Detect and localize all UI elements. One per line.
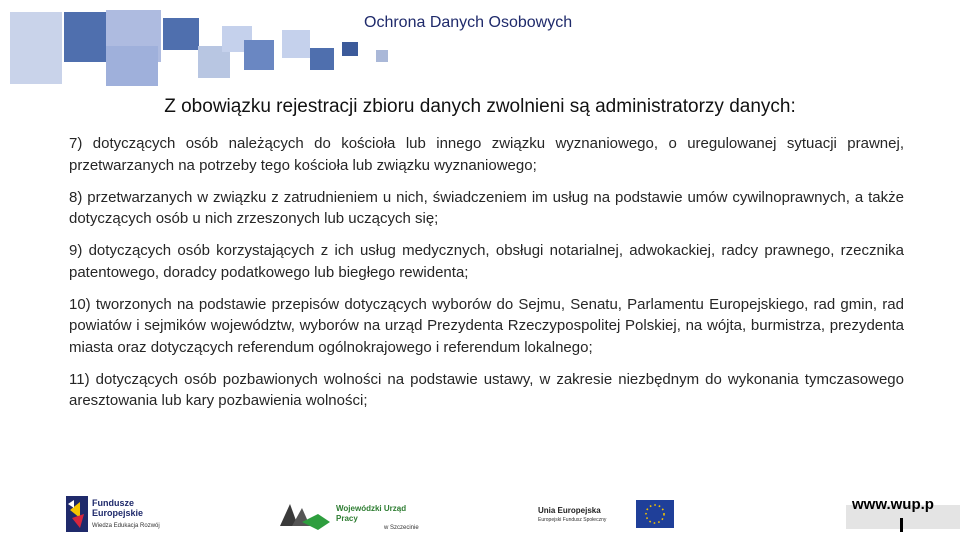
list-item: 11) dotyczących osób pozbawionych wolności na podstawie ustawy, w zakresie niezbędnym do wykonania tymczasowego aresztowania lub kary pozbawienia wolności; [69, 370, 904, 409]
decor-square [282, 30, 310, 58]
decor-square [64, 12, 106, 62]
slide-heading: Z obowiązku rejestracji zbioru danych zwolnieni są administratorzy danych: [164, 96, 796, 117]
logo-wup-szczecin [280, 496, 430, 532]
logo-line: Fundusze [92, 498, 134, 508]
logo-line: Wiedza Edukacja Rozwój [92, 523, 160, 529]
wup-icon [280, 500, 330, 530]
decor-square [163, 18, 199, 50]
logo-line: w Szczecinie [384, 525, 419, 531]
list-item: 9) dotyczących osób korzystających z ich usług medycznych, obsługi notarialnej, adwokackiej, radcy prawnego, rzecznika patentowego, doradcy podatkowego lub biegłego rewidenta; [69, 242, 904, 281]
decor-square [244, 40, 274, 70]
list-item: 8) przetwarzanych w związku z zatrudnieniem u nich, świadczeniem im usług na podstawie umów cywilnoprawnych, a także dotyczących osób u nich zrzeszonych lub uczących się; [69, 188, 904, 227]
fundusze-europejskie-icon [66, 496, 88, 532]
list-item: 10) tworzonych na podstawie przepisów dotyczących wyborów do Sejmu, Senatu, Parlamentu Europejskiego, rad gmin, rad powiatów i sejmików województw, wyborów na urząd Prezydenta Rzeczypospolitej Polskiej, na wójta, burmistrza, prezydenta miasta oraz dotyczących referendum ogólnokrajowego i referendum lokalnego; [69, 295, 904, 356]
logo-fundusze-europejskie [66, 496, 176, 532]
logo-line: Wojewódzki Urząd Pracy [336, 504, 407, 523]
logo-unia-europejska [538, 496, 678, 532]
eu-flag-icon [636, 500, 674, 528]
list-item: 7) dotyczących osób należących do kościoła lub innego związku wyznaniowego, o uregulowanej sytuacji prawnej, przetwarzanych na potrzeby tego kościoła lub związku wyznaniowego; [69, 135, 904, 174]
website-url[interactable]: www.wup.p [852, 496, 934, 513]
decor-square [342, 42, 358, 56]
decor-square [10, 12, 62, 84]
logo-line: Unia Europejska [538, 506, 601, 515]
decor-square [310, 48, 334, 70]
logo-line: Europejski Fundusz Społeczny [538, 517, 607, 523]
item-list [69, 133, 904, 422]
page-title: Ochrona Danych Osobowych [364, 14, 573, 31]
decor-square [376, 50, 388, 62]
logo-line: Europejskie [92, 508, 144, 518]
decor-square [106, 46, 158, 86]
url-fragment [900, 518, 903, 532]
